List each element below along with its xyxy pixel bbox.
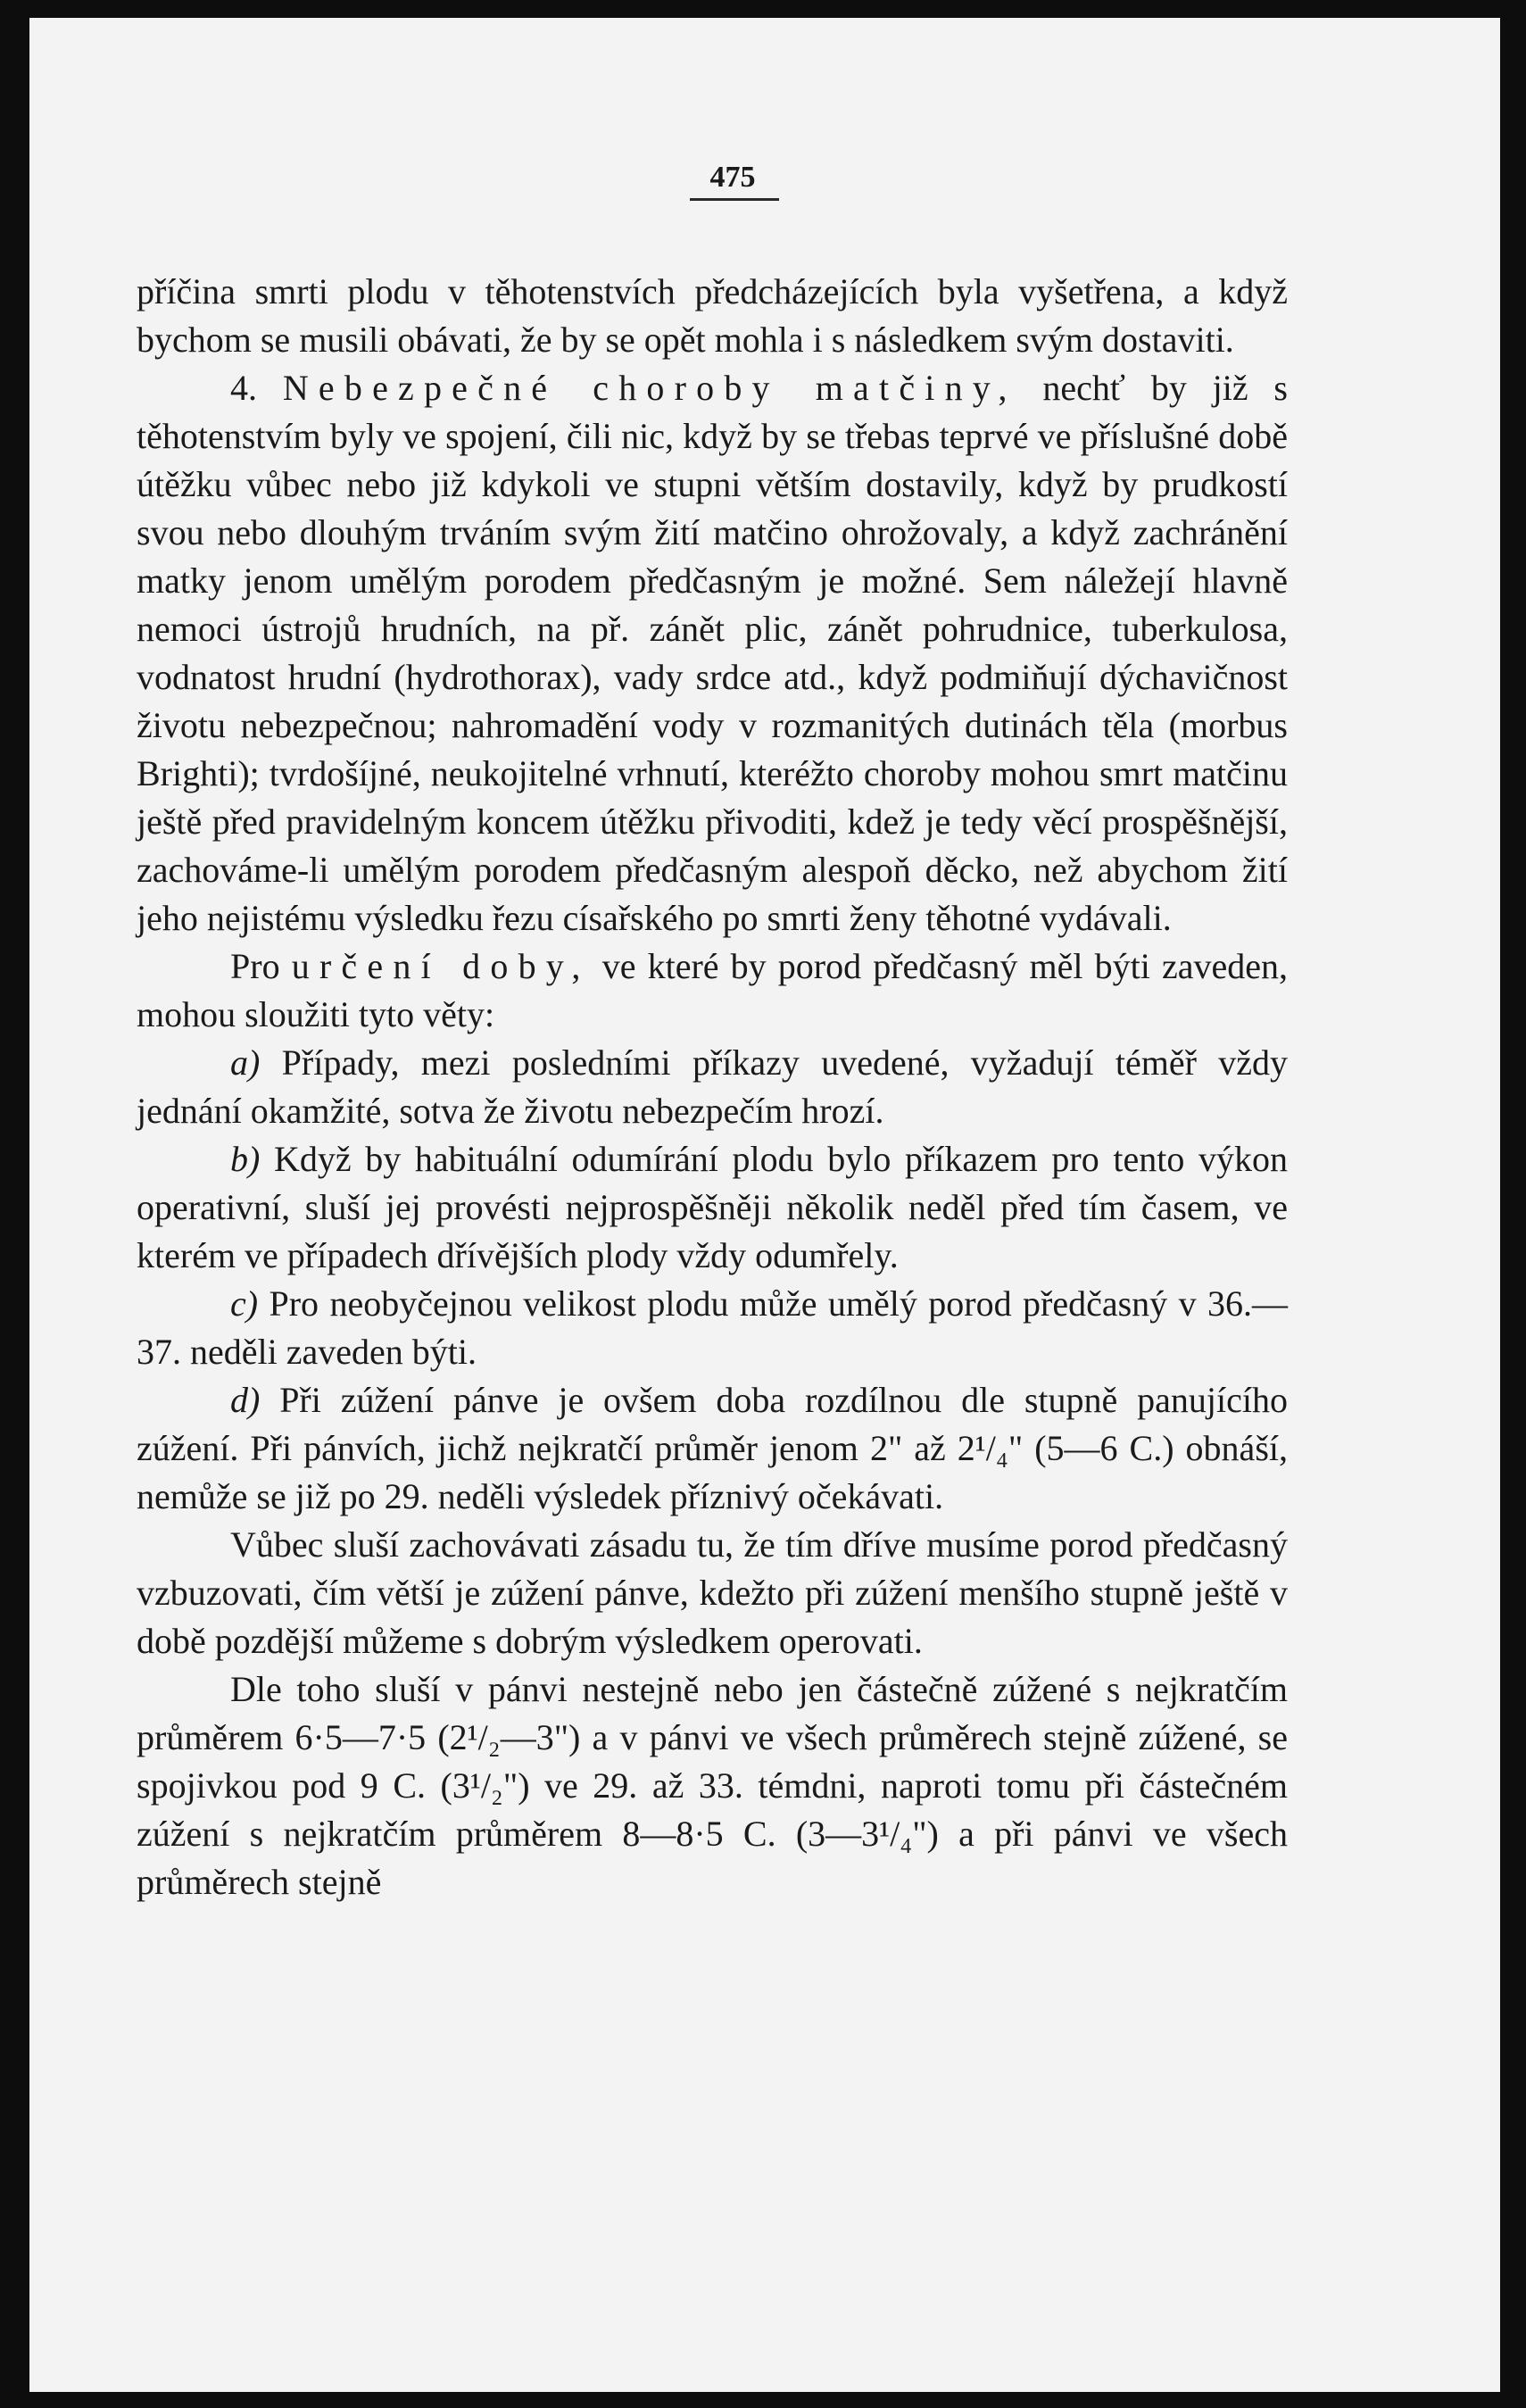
page-number-underline <box>690 198 779 201</box>
page-number: 475 <box>709 161 756 194</box>
list-item-text: Když by habituální odumírání plodu bylo příkazem pro tento výkon operativní, sluší jej provésti nejprospěšněji několik neděl před tím časem, ve kterém ve případech dřívějších plody vždy odumřely. <box>137 1139 1288 1275</box>
paragraph <box>137 942 1288 1039</box>
list-item <box>137 1280 1288 1376</box>
paragraph-lead: Pro <box>230 946 292 986</box>
paragraph: Vůbec sluší zachovávati zásadu tu, že tím dříve musíme porod předčasný vzbuzovati, čím větší je zúžení pánve, kdežto při zúžení menšího stupně ještě v době pozdější můžeme s dobrým výsledkem operovati. <box>137 1524 1288 1661</box>
list-item-text: Případy, mezi posledními příkazy uvedené, vyžadují téměř vždy jednání okamžité, sotva že životu nebezpečím hrozí. <box>137 1042 1288 1131</box>
paragraph-text: ve které by porod předčasný měl býti zaveden, mohou sloužiti tyto věty: <box>137 946 1288 1034</box>
paragraph <box>137 364 1288 942</box>
paragraph: příčina smrti plodu v těhotenstvích předcházejících byla vyšetřena, a když bychom se musili obávati, že by se opět mohla i s následkem svým dostaviti. <box>137 271 1288 360</box>
page <box>29 18 1500 2392</box>
spaced-heading: Nebezpečné choroby matčiny, <box>282 368 1017 408</box>
paragraph: Dle toho sluší v pánvi nestejně nebo jen částečně zúžené s nejkratčím průměrem 6·5—7·5 (2¹/₂—3") a v pánvi ve všech průměrech stejně zúžené, se spojivkou pod 9 C. (3¹/₂") ve 29. až 33. témdni, naproti tomu při částečném zúžení s nejkratčím průměrem 8—8·5 C. (3—3¹/₄") a při pánvi ve všech průměrech stejně <box>137 1669 1288 1902</box>
body-text <box>137 268 1288 1906</box>
list-item-text: Při zúžení pánve je ovšem doba rozdílnou dle stupně panujícího zúžení. Při pánvích, jichž nejkratčí průměr jenom 2" až 2¹/₄" (5—6 C.) obnáší, nemůže se již po 29. neděli výsledek příznivý očekávati. <box>137 1380 1288 1516</box>
list-marker: b) <box>230 1139 261 1179</box>
list-marker: c) <box>230 1283 259 1324</box>
paragraph-text: nechť by již s těhotenstvím byly ve spojení, čili nic, když by se třebas teprvé ve příslušné době útěžku vůbec nebo již kdykoli ve stupni větším dostavily, když by prudkostí svou nebo dlouhým trváním svým žití matčino ohrožovaly, a když zachránění matky jenom umělým porodem předčasným je možné. Sem náležejí hlavně nemoci ústrojů hrudních, na př. zánět plic, zánět pohrudnice, tuberkulosa, vodnatost hrudní (hydrothorax), vady srdce atd., když podmiňují dýchavičnost životu nebezpečnou; nahromadění vody v rozmanitých dutinách těla (morbus Brighti); tvrdošíjné, neukojitelné vrhnutí, kteréžto choroby mohou smrt matčinu ještě před pravidelným koncem útěžku přivoditi, kdež je tedy věcí prospěšnější, zachováme-li umělým porodem předčasným alespoň děcko, než abychom žití jeho nejistému výsledku řezu císařského po smrti ženy těhotné vydávali. <box>137 368 1288 938</box>
list-item <box>137 1135 1288 1280</box>
paragraph-number: 4. <box>230 368 283 408</box>
list-item <box>137 1039 1288 1135</box>
list-item <box>137 1376 1288 1521</box>
spaced-heading: určení doby, <box>291 946 591 986</box>
list-marker: d) <box>230 1380 261 1420</box>
list-item-text: Pro neobyčejnou velikost plodu může umělý porod předčasný v 36.—37. neděli zaveden býti. <box>137 1283 1288 1372</box>
list-marker: a) <box>230 1042 261 1083</box>
